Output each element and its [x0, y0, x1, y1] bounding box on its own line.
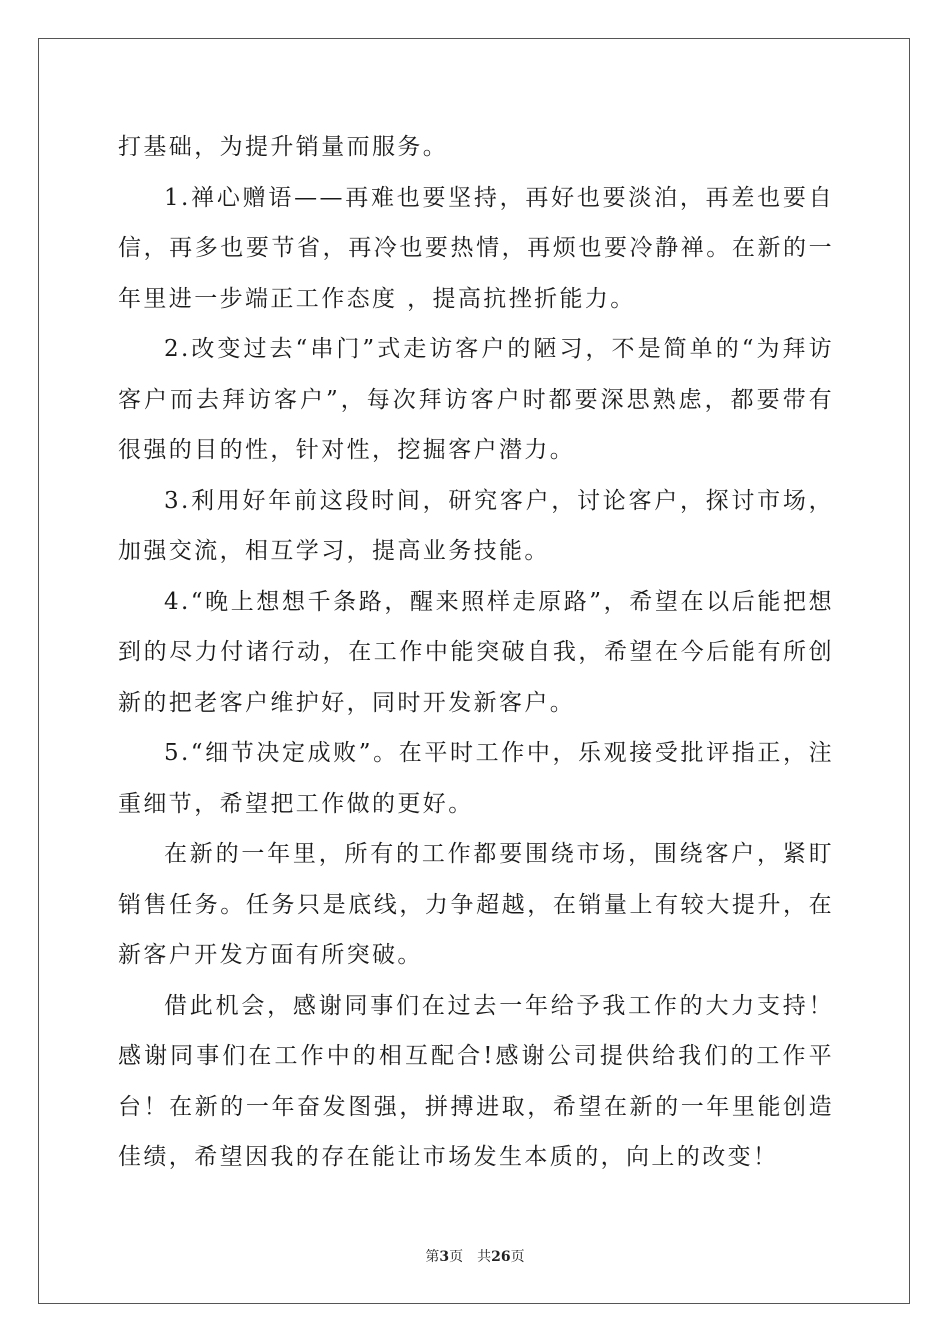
paragraph: 2.改变过去“串门”式走访客户的陋习，不是简单的“为拜访客户而去拜访客户”，每次拜访客户时都要深思熟虑，都要带有很强的目的性，针对性，挖掘客户潜力。 [118, 336, 834, 463]
paragraph: 3.利用好年前这段时间，研究客户，讨论客户，探讨市场，加强交流，相互学习，提高业务技能。 [118, 487, 834, 564]
paragraph: 4.“晚上想想千条路，醒来照样走原路”，希望在以后能把想到的尽力付诸行动，在工作中能突破自我，希望在今后能有所创新的把老客户维护好，同时开发新客户。 [118, 588, 834, 716]
paragraph: 5.“细节决定成败”。在平时工作中，乐观接受批评指正，注重细节，希望把工作做的更好。 [118, 740, 834, 817]
page-label-prefix: 第 [425, 1249, 440, 1265]
document-body [118, 122, 834, 1183]
page-footer [0, 1246, 950, 1266]
paragraph: 在新的一年里，所有的工作都要围绕市场，围绕客户，紧盯销售任务。任务只是底线，力争超越，在销量上有较大提升，在新客户开发方面有所突破。 [118, 841, 834, 968]
page-label-suffix: 页 [449, 1249, 464, 1265]
paragraph: 打基础，为提升销量而服务。 [118, 134, 449, 160]
page-number: 3 [439, 1249, 450, 1265]
paragraph: 借此机会，感谢同事们在过去一年给予我工作的大力支持！感谢同事们在工作中的相互配合!感谢公司提供给我们的工作平台！在新的一年奋发图强，拼搏进取，希望在新的一年里能创造佳绩，希望因我的存在能让市场发生本质的，向上的改变！ [118, 992, 834, 1170]
total-label-suffix: 页 [510, 1249, 525, 1265]
total-label-prefix: 共 [477, 1249, 492, 1265]
total-pages: 26 [491, 1249, 511, 1265]
paragraph: 1.禅心赠语——再难也要坚持，再好也要淡泊，再差也要自信，再多也要节省，再冷也要热情，再烦也要冷静禅。在新的一年里进一步端正工作态度 ，提高抗挫折能力。 [118, 184, 834, 312]
